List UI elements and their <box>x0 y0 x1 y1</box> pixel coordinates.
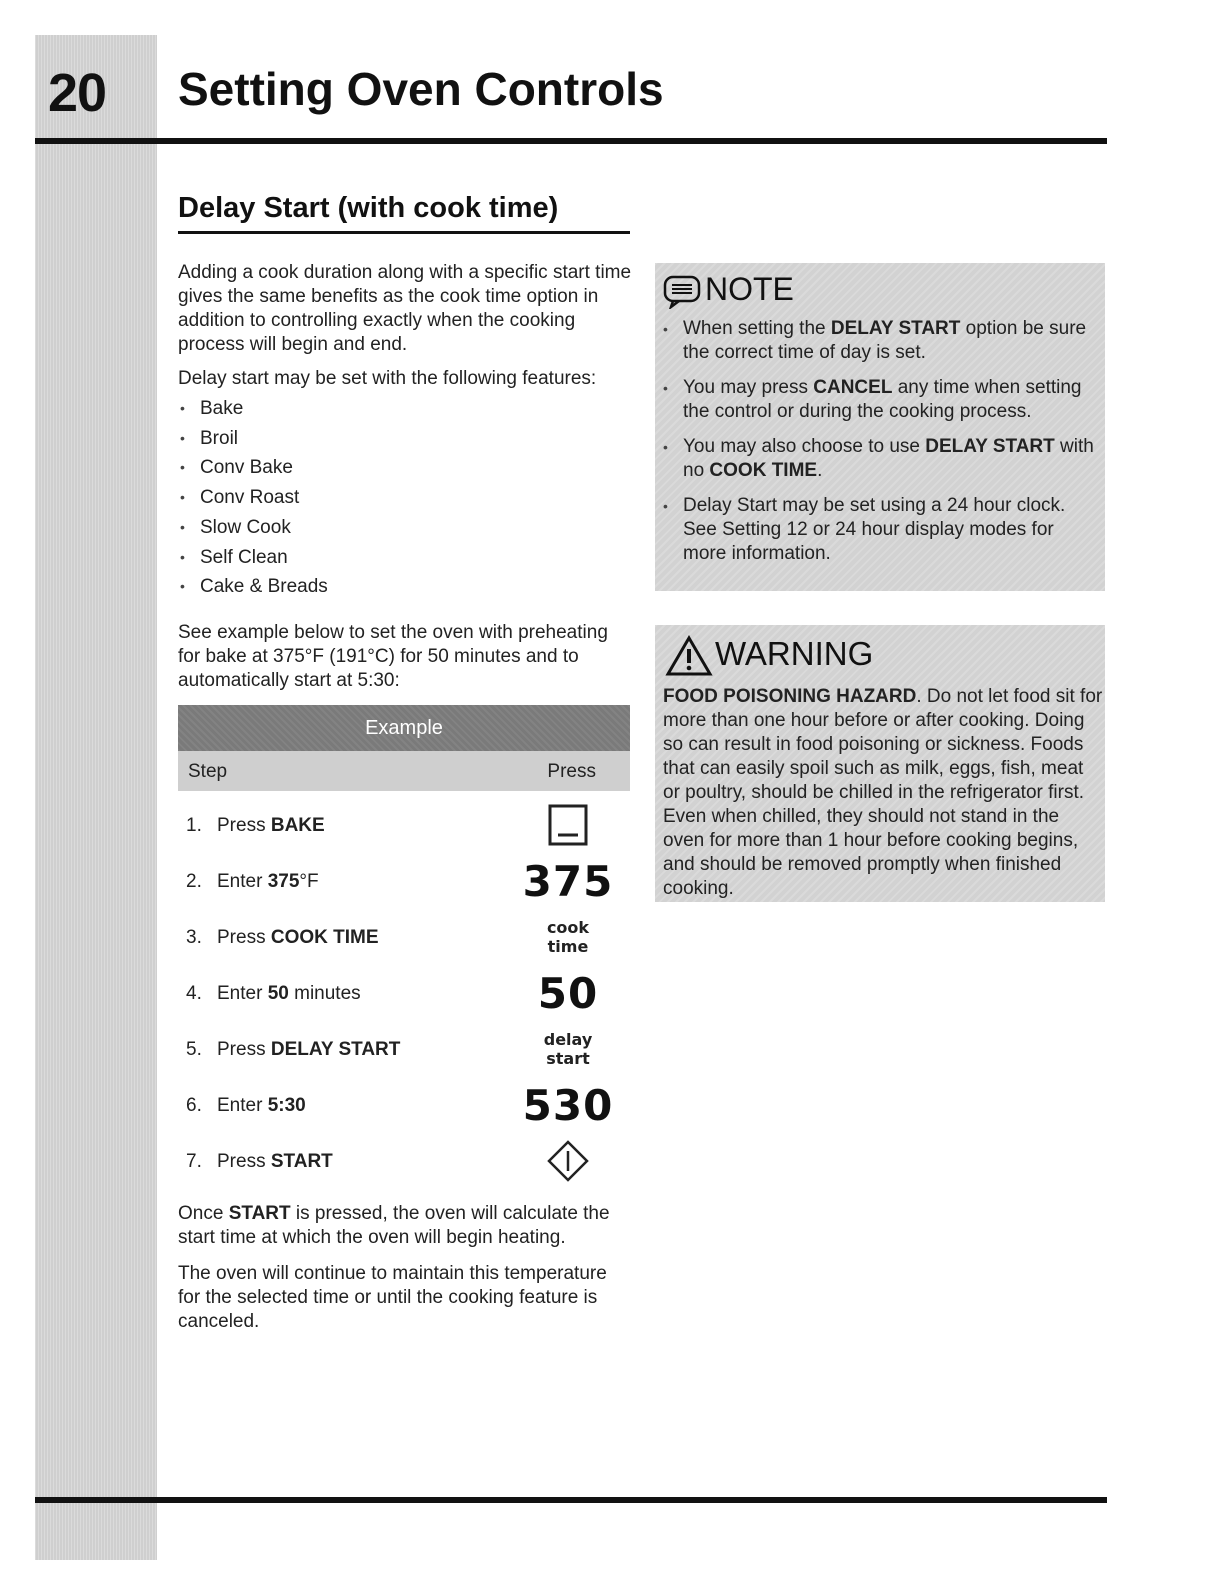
list-item: • Slow Cook <box>178 513 633 543</box>
table-row <box>178 965 630 1021</box>
start-key-icon <box>508 1133 628 1189</box>
note-box <box>655 263 1105 591</box>
footer-rule <box>35 1497 1107 1503</box>
step-number: 3. <box>186 927 202 948</box>
warning-title: WARNING <box>715 635 874 672</box>
step-label: Press DELAY START <box>217 1039 401 1060</box>
delay-start-key: delay start <box>543 1030 593 1068</box>
list-item: • You may press CANCEL any time when setting the control or during the cooking process. <box>661 376 1097 424</box>
step-label: Press START <box>217 1151 333 1172</box>
page-sidebar-band <box>35 35 157 1560</box>
step-label: Enter 375°F <box>217 871 319 892</box>
warning-box <box>655 625 1105 902</box>
table-row <box>178 1021 630 1077</box>
step-number: 6. <box>186 1095 202 1116</box>
step-label: Press BAKE <box>217 815 325 836</box>
table-row <box>178 853 630 909</box>
list-item: • Broil <box>178 424 633 454</box>
list-item: • Bake <box>178 394 633 424</box>
page-number: 20 <box>48 63 107 123</box>
list-item: • You may also choose to use DELAY START with no COOK TIME. <box>661 435 1097 483</box>
keypad-50: 50 <box>537 968 599 1018</box>
feature-list <box>178 394 633 602</box>
header-rule <box>35 138 1107 144</box>
column-press: Press <box>547 761 596 782</box>
table-row <box>178 1133 630 1189</box>
example-title: Example <box>178 705 630 751</box>
after-paragraph-2: The oven will continue to maintain this temperature for the selected time or until the cooking feature is canceled. <box>178 1263 607 1332</box>
list-item: • Self Clean <box>178 543 633 573</box>
example-table <box>178 705 630 1172</box>
keypad-375: 375 <box>522 856 614 906</box>
list-item: • When setting the DELAY START option be sure the correct time of day is set. <box>661 317 1097 365</box>
intro-paragraph: Adding a cook duration along with a specific start time gives the same benefits as the cook time option in addition to controlling exactly when the cooking process will begin and end. <box>178 262 632 355</box>
step-number: 4. <box>186 983 202 1004</box>
warning-triangle-icon <box>665 635 713 682</box>
step-number: 7. <box>186 1151 202 1172</box>
list-item: • Cake & Breads <box>178 572 633 602</box>
step-number: 1. <box>186 815 202 836</box>
step-label: Press COOK TIME <box>217 927 379 948</box>
section-title: Delay Start (with cook time) <box>178 192 630 234</box>
cook-time-key: cook time <box>546 918 590 956</box>
column-step: Step <box>188 761 228 782</box>
note-list <box>661 317 1097 577</box>
bake-key-icon <box>508 797 628 853</box>
step-label: Enter 5:30 <box>217 1095 306 1116</box>
table-row <box>178 797 630 853</box>
step-label: Enter 50 minutes <box>217 983 361 1004</box>
list-item: • Delay Start may be set using a 24 hour clock. See Setting 12 or 24 hour display modes for more information. <box>661 494 1097 566</box>
note-icon <box>663 275 701 314</box>
table-row <box>178 1077 630 1133</box>
keypad-530: 530 <box>522 1080 614 1130</box>
page-title: Setting Oven Controls <box>178 63 664 115</box>
list-item: • Conv Roast <box>178 483 633 513</box>
step-number: 5. <box>186 1039 202 1060</box>
note-title: NOTE <box>705 271 794 307</box>
example-intro: See example below to set the oven with preheating for bake at 375°F (191°C) for 50 minutes and to automatically start at 5:30: <box>178 622 608 691</box>
after-paragraph-1: Once START is pressed, the oven will calculate the start time at which the oven will begin heating. <box>178 1203 610 1248</box>
features-intro: Delay start may be set with the following features: <box>178 368 597 389</box>
table-row <box>178 909 630 965</box>
step-number: 2. <box>186 871 202 892</box>
example-column-headers <box>178 751 630 791</box>
warning-text: FOOD POISONING HAZARD. Do not let food sit for more than one hour before or after cooking. Doing so can result in food poisoning or sickness. Foods that can easily spoil such as milk, eggs, fish, meat or poultry, should be chilled in the refrigerator first. Even when chilled, they should not stand in the oven for more than 1 hour before cooking begins, and should be removed promptly when finished cooking. <box>663 686 1103 899</box>
list-item: • Conv Bake <box>178 453 633 483</box>
